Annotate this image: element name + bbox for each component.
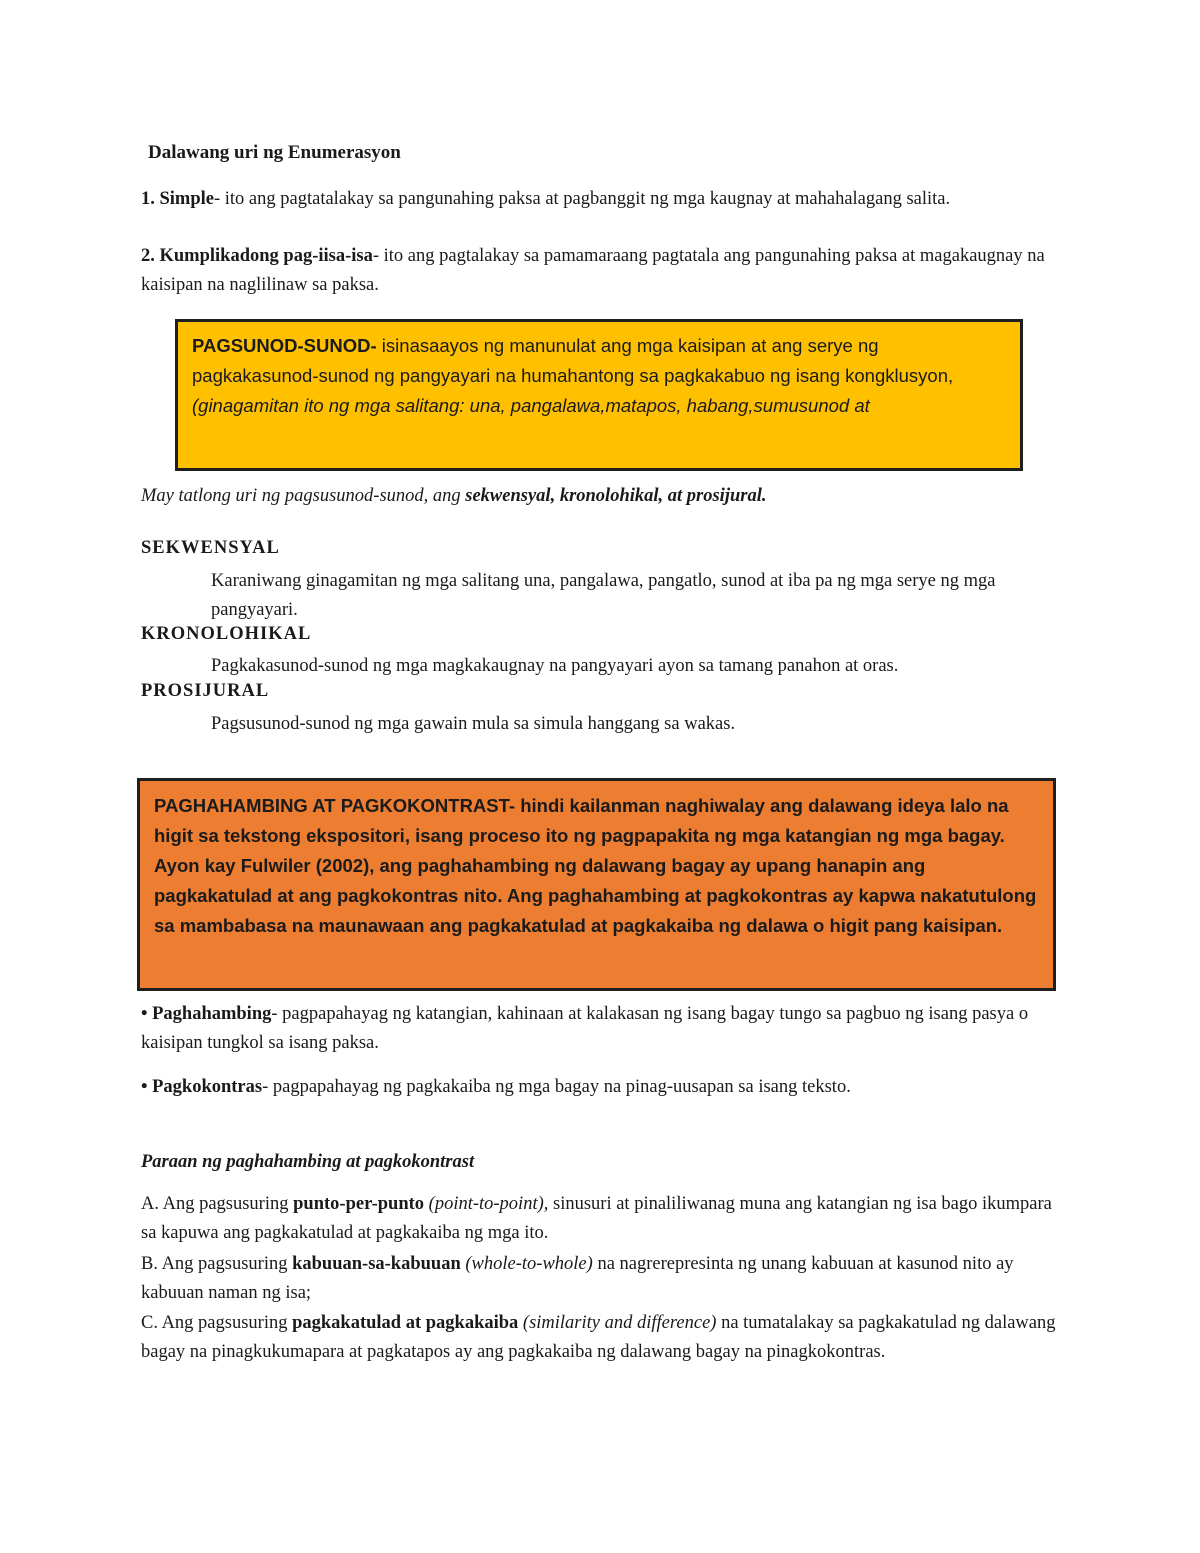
type-title-kronolohikal: KRONOLOHIKAL xyxy=(141,624,312,644)
type-title-prosijural: PROSIJURAL xyxy=(141,681,270,701)
bullet-term: • Pagkokontras xyxy=(141,1077,263,1097)
method-item-a xyxy=(141,1190,1061,1248)
definition-simple: - ito ang pagtatalakay sa pangunahing paksa at pagbanggit ng mga kaugnay at mahahalagang salita. xyxy=(213,189,951,209)
definition-kumplikado: - ito ang pagtalakay sa pamamaraang pagtatala ang pangunahing paksa at magakaugnay na kaisipan na naglilinaw sa paksa. xyxy=(141,246,1045,295)
method-prefix: A. Ang pagsusuring xyxy=(141,1194,294,1214)
term-kumplikado: 2. Kumplikadong pag-iisa-isa xyxy=(141,246,373,266)
method-english: (point-to-point), xyxy=(428,1194,549,1214)
type-text-prosijural: Pagsusunod-sunod ng mga gawain mula sa simula hanggang sa wakas. xyxy=(211,714,736,734)
method-item-b xyxy=(141,1250,1061,1308)
bullet-text: - pagpapahayag ng katangian, kahinaan at kalakasan ng isang bagay tungo sa pagbuo ng isang pasya o kaisipan tungkol sa isang paksa. xyxy=(141,1004,1029,1053)
method-text: sinusuri at pinaliliwanag muna ang katangian ng isa bago ikumpara sa kapuwa ang pagkakatulad at pagkakaiba ng mga ito. xyxy=(141,1194,1052,1243)
method-term: pagkakatulad at pagkakaiba xyxy=(292,1313,519,1333)
callout-term: PAGHAHAMBING AT PAGKOKONTRAST xyxy=(154,795,509,816)
bullet-text: - pagpapahayag ng pagkakaiba ng mga bagay na pinag-uusapan sa isang teksto. xyxy=(262,1077,851,1097)
callout-term: PAGSUNOD-SUNOD- xyxy=(192,335,377,356)
callout-text: - hindi kailanman naghiwalay ang dalawang ideya lalo na higit sa tekstong ekspositori, isang proceso ito ng pagpapakita ng mga katangian ng mga bagay. Ayon kay Fulwiler (2002), ang paghahambing ng dalawang bagay ay upang hanapin ang pagkakatulad at ang pagkokontras nito. Ang paghahambing at pagkokontras ay kapwa nakatutulong sa mambabasa na maunawaan ang pagkakatulad at pagkakaiba ng dalawa o higit pang kaisipan. xyxy=(154,795,1037,936)
types-intro-text: May tatlong uri ng pagsusunod-sunod, ang xyxy=(141,486,466,506)
callout-pagsunod-sunod xyxy=(175,319,1023,471)
type-text-sekwensyal: Karaniwang ginagamitan ng mga salitang una, pangalawa, pangatlo, sunod at iba pa ng mga serye ng mga pangyayari. xyxy=(211,571,996,620)
method-prefix: C. Ang pagsusuring xyxy=(141,1313,293,1333)
enumeration-item-simple xyxy=(141,185,1061,214)
callout-text: isinasaayos ng manunulat ang mga kaisipan at ang serye ng pagkakasunod-sunod ng pangyayari na humahantong sa pagkakabuo ng isang kongklusyon, xyxy=(192,335,954,386)
method-item-c xyxy=(141,1309,1061,1367)
callout-italic-note: (ginagamitan ito ng mga salitang: una, pangalawa,matapos, habang,sumusunod at xyxy=(192,395,870,416)
callout-paghahambing xyxy=(137,778,1056,991)
term-simple: 1. Simple xyxy=(141,189,214,209)
methods-title: Paraan ng paghahambing at pagkokontrast xyxy=(141,1152,475,1172)
method-text: na nagrerepresinta ng unang kabuuan at kasunod nito ay kabuuan naman ng isa; xyxy=(141,1254,1014,1303)
method-prefix: B. Ang pagsusuring xyxy=(141,1254,293,1274)
types-intro xyxy=(141,482,1061,511)
method-term: kabuuan-sa-kabuuan xyxy=(292,1254,461,1274)
types-intro-list: sekwensyal, kronolohikal, at prosijural. xyxy=(465,486,767,506)
bullet-paghahambing xyxy=(141,1000,1061,1058)
method-term: punto-per-punto xyxy=(293,1194,425,1214)
enumeration-item-kumplikado xyxy=(141,242,1061,300)
method-english: (whole-to-whole) xyxy=(465,1254,593,1274)
bullet-pagkokontras xyxy=(141,1073,1061,1102)
method-text: na tumatalakay sa pagkakatulad ng dalawang bagay na pinagkukumapara at pagkatapos ay ang pagkakaiba ng dalawang bagay na pinagkokontras. xyxy=(141,1313,1056,1362)
method-english: (similarity and difference) xyxy=(522,1313,717,1333)
type-title-sekwensyal: SEKWENSYAL xyxy=(141,538,280,558)
bullet-term: • Paghahambing xyxy=(141,1004,272,1024)
page-title: Dalawang uri ng Enumerasyon xyxy=(148,142,401,163)
type-text-kronolohikal: Pagkakasunod-sunod ng mga magkakaugnay na pangyayari ayon sa tamang panahon at oras. xyxy=(211,656,899,676)
